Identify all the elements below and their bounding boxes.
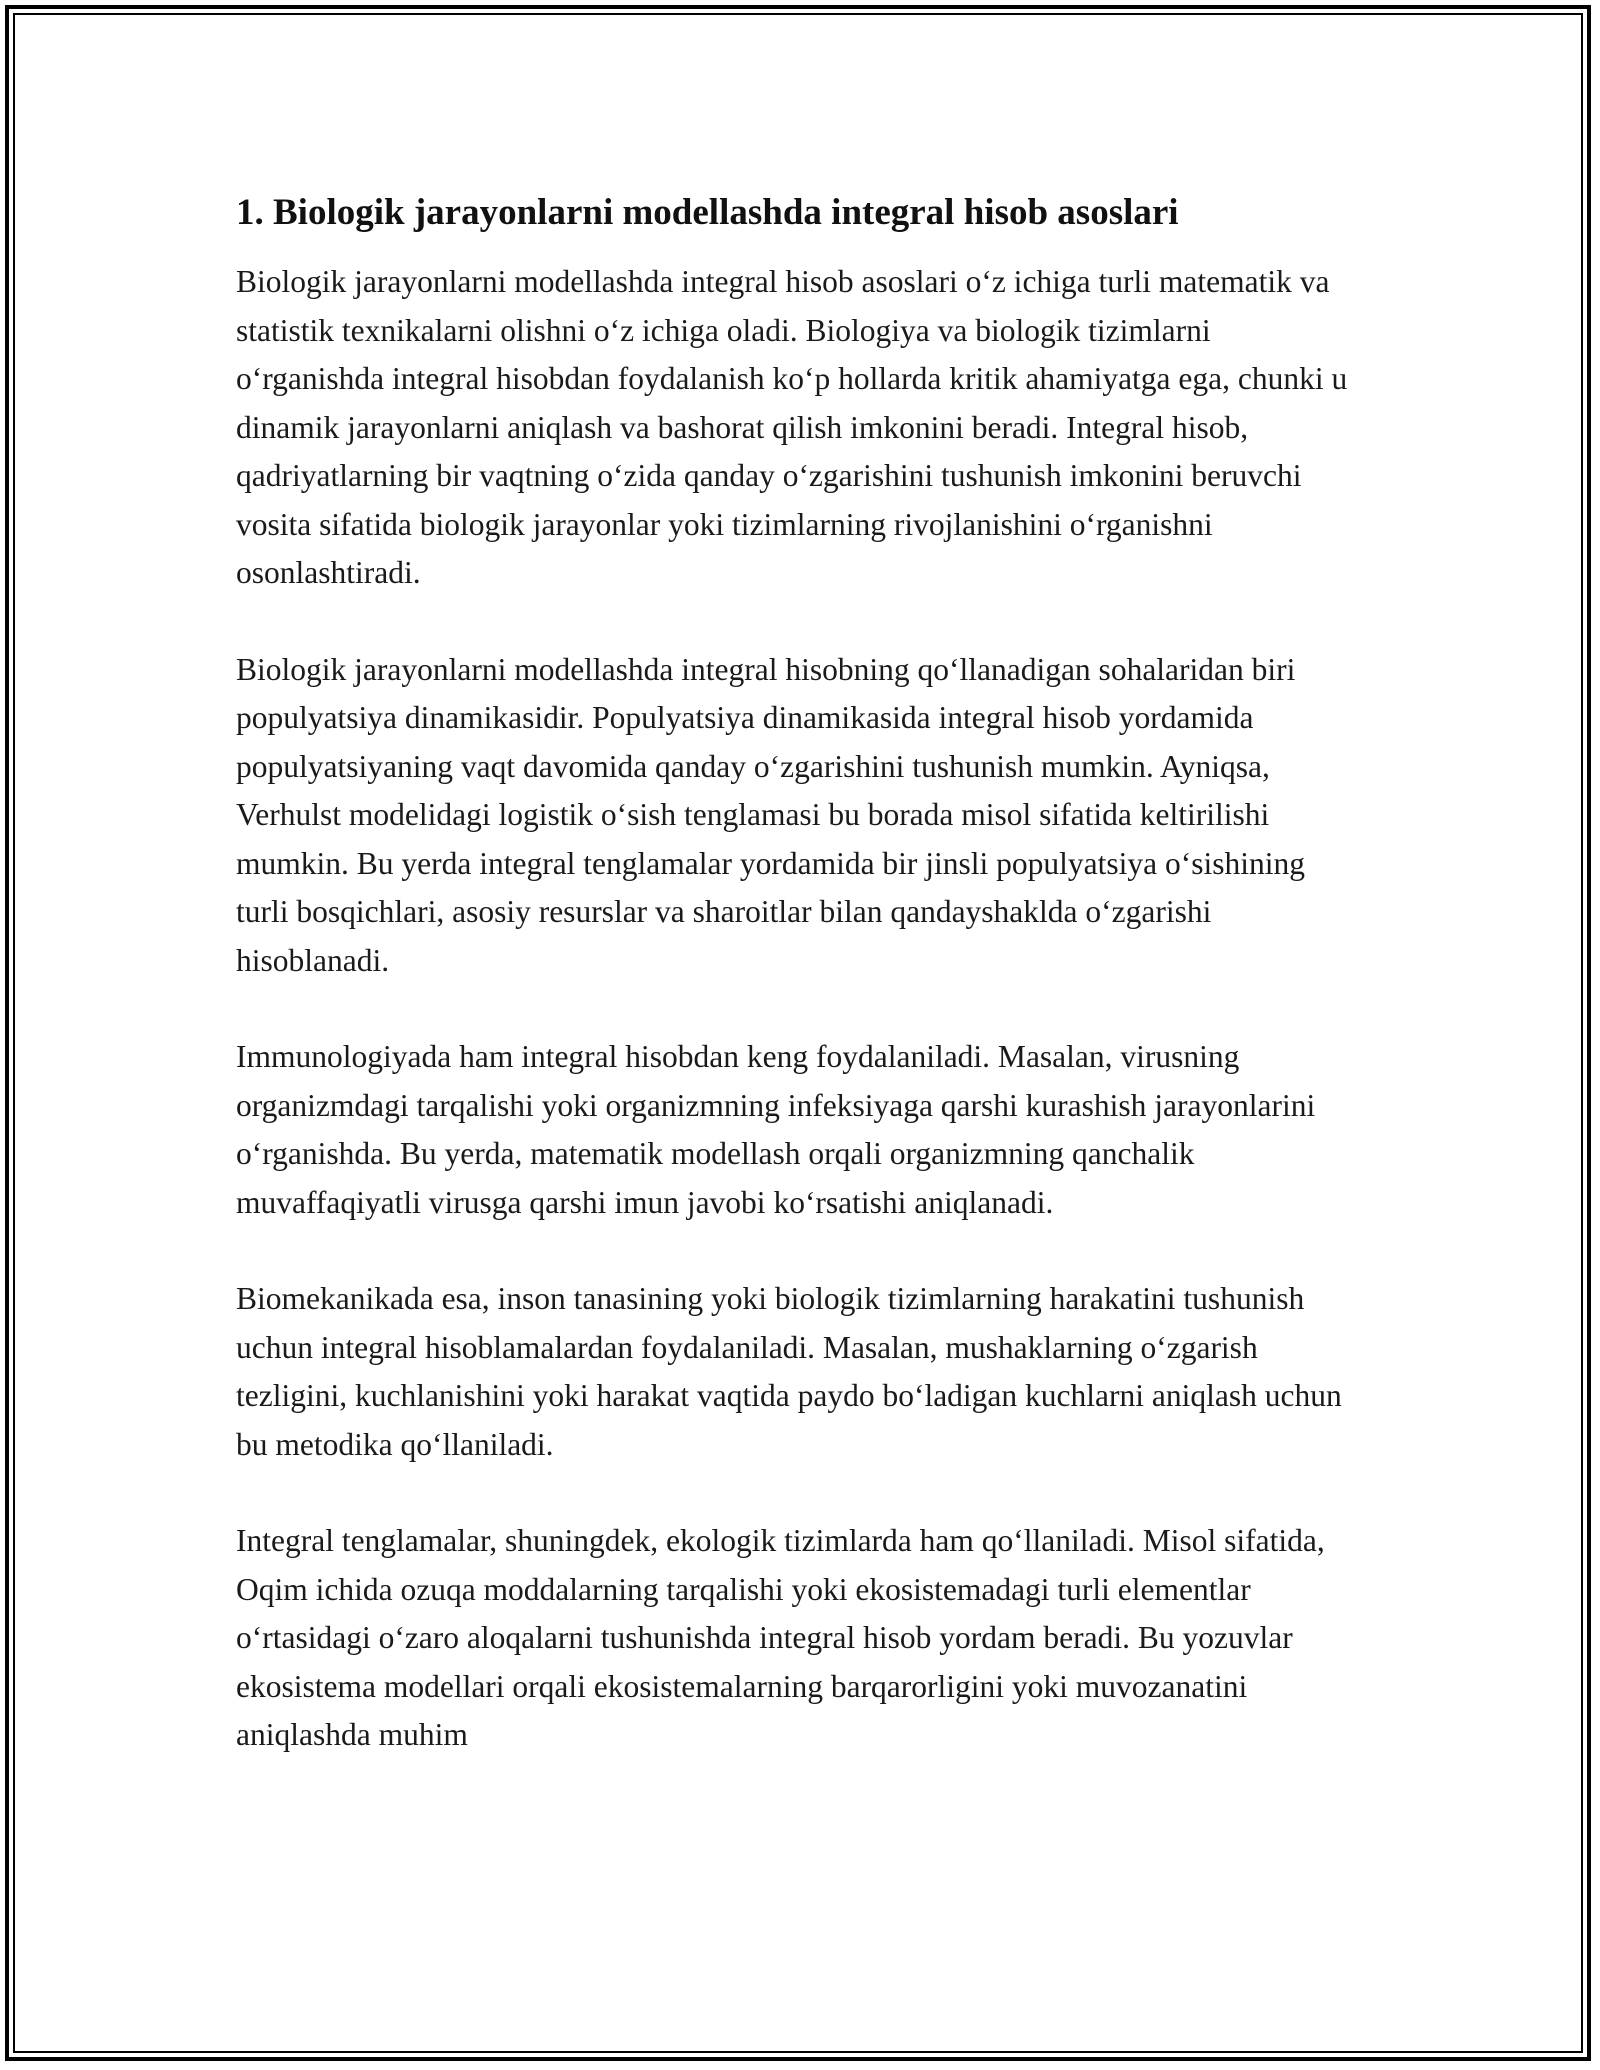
section-heading: 1. Biologik jarayonlarni modellashda integral hisob asoslari <box>236 192 1179 233</box>
paragraph: Biologik jarayonlarni modellashda integral hisobning qo‘llanadigan sohalaridan biri populyatsiya dinamikasidir. Populyatsiya dinamikasida integral hisob yordamida populyatsiyaning vaqt davomida qanday o‘zgarishini tushunish mumkin. Ayniqsa, Verhulst modelidagi logistik o‘sish tenglamasi bu borada misol sifatida keltirilishi mumkin. Bu yerda integral tenglamalar yordamida bir jinsli populyatsiya o‘sishining turli bosqichlari, asosiy resurslar va sharoitlar bilan qandayshaklda o‘zgarishi hisoblanadi. <box>236 651 1306 978</box>
paragraph: Biomekanikada esa, inson tanasining yoki biologik tizimlarning harakatini tushunish uchun integral hisoblamalardan foydalaniladi. Masalan, mushaklarning o‘zgarish tezligini, kuchlanishini yoki harakat vaqtida paydo bo‘ladigan kuchlarni aniqlash uchun bu metodika qo‘llaniladi. <box>236 1281 1342 1462</box>
document-body <box>236 190 1364 1808</box>
paragraph: Immunologiyada ham integral hisobdan keng foydalaniladi. Masalan, virusning organizmdagi tarqalishi yoki organizmning infeksiyaga qarshi kurashish jarayonlarini o‘rganishda. Bu yerda, matematik modellash orqali organizmning qanchalik muvaffaqiyatli virusga qarshi imun javobi ko‘rsatishi aniqlanadi. <box>236 1039 1316 1220</box>
paragraph: Biologik jarayonlarni modellashda integral hisob asoslari o‘z ichiga turli matematik va statistik texnikalarni olishni o‘z ichiga oladi. Biologiya va biologik tizimlarni o‘rganishda integral hisobdan foydalanish ko‘p hollarda kritik ahamiyatga ega, chunki u dinamik jarayonlarni aniqlash va bashorat qilish imkonini beradi. Integral hisob, qadriyatlarning bir vaqtning o‘zida qanday o‘zgarishini tushunish imkonini beruvchi vosita sifatida biologik jarayonlar yoki tizimlarning rivojlanishini o‘rganishni osonlashtiradi. <box>236 264 1348 590</box>
paragraph: Integral tenglamalar, shuningdek, ekologik tizimlarda ham qo‘llaniladi. Misol sifatida, Oqim ichida ozuqa moddalarning tarqalishi yoki ekosistemadagi turli elementlar o‘rtasidagi o‘zaro aloqalarni tushunishda integral hisob yordam beradi. Bu yozuvlar ekosistema modellari orqali ekosistemalarning barqarorligini yoki muvozanatini aniqlashda muhim <box>236 1523 1325 1752</box>
